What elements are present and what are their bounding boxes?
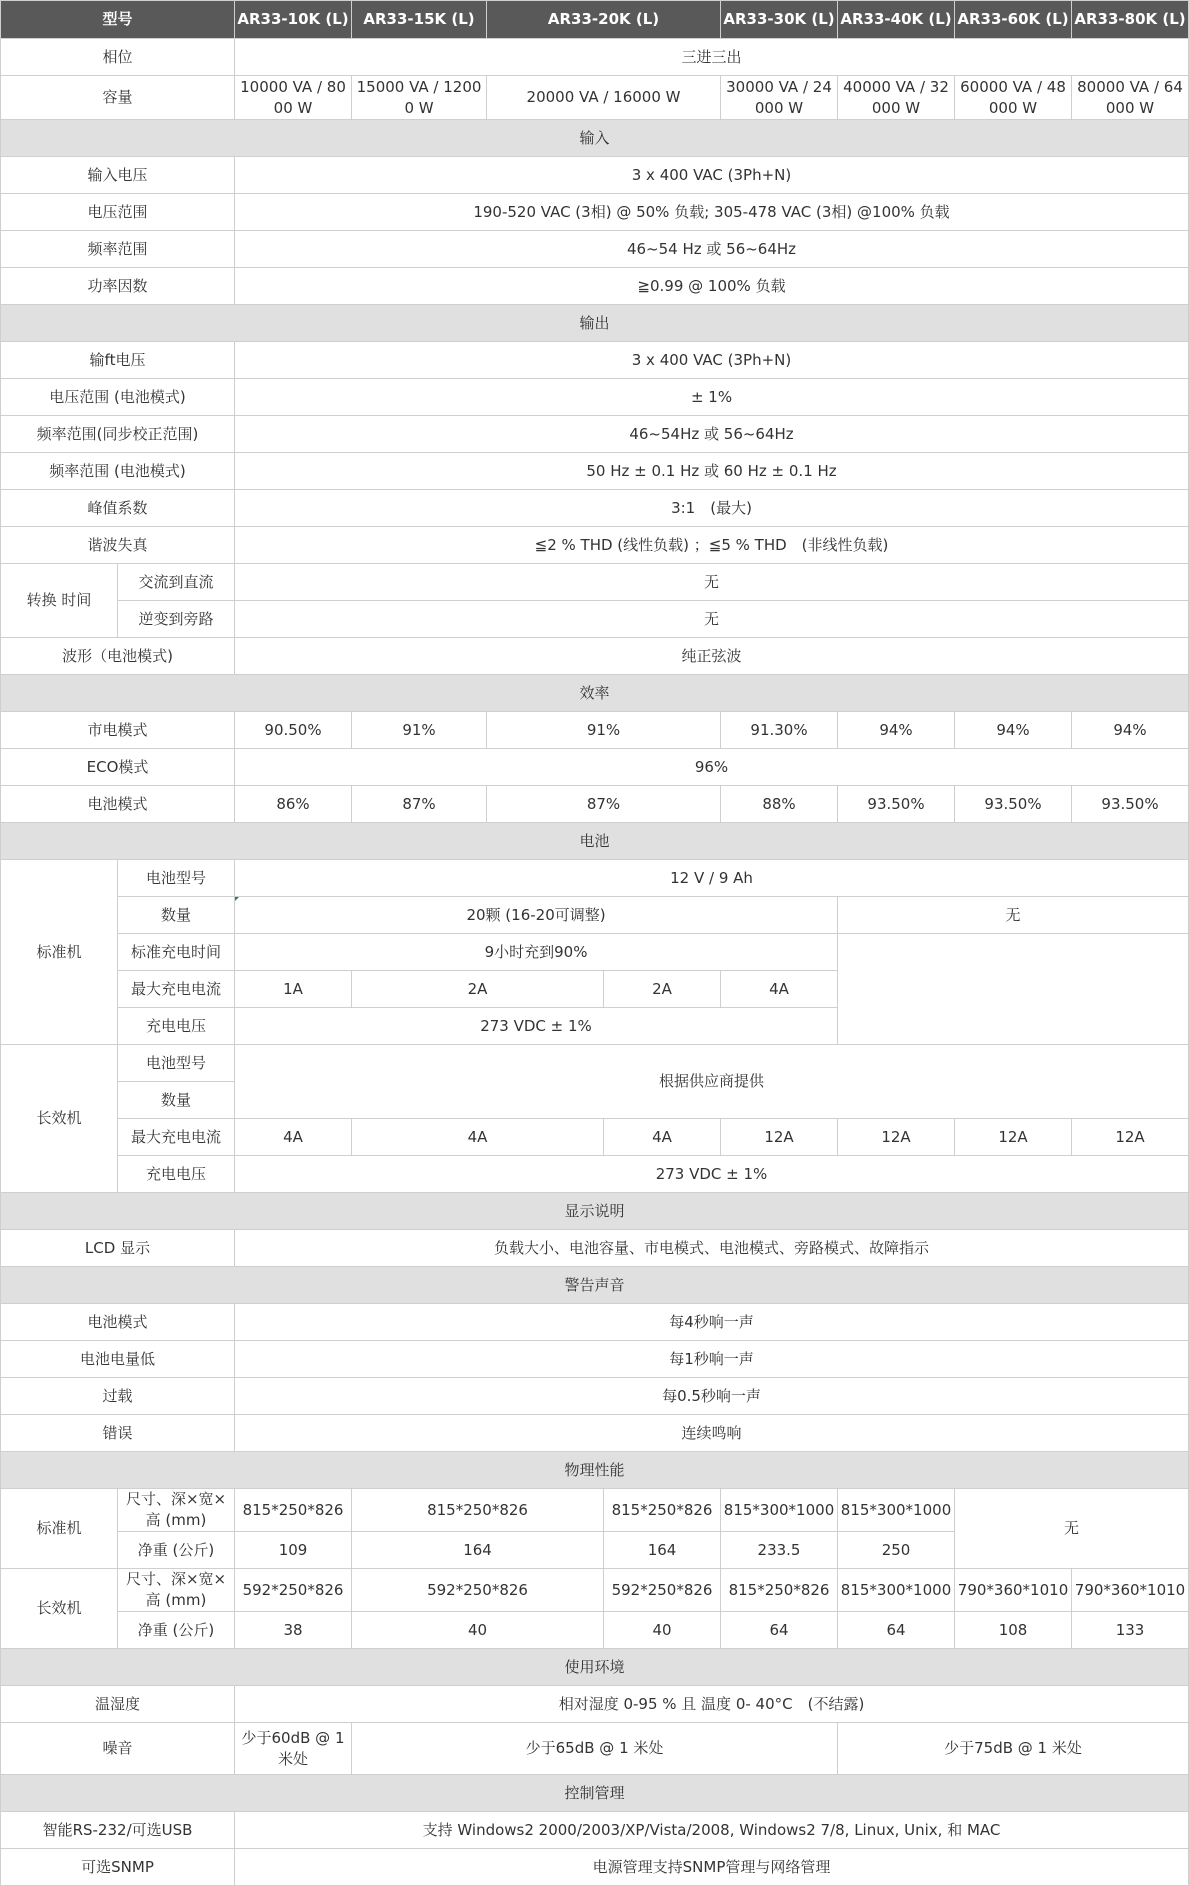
cell-value: 91.30%: [721, 712, 838, 749]
table-row: [1, 1341, 1189, 1378]
row-value: 96%: [235, 749, 1189, 786]
row-value: 无: [838, 897, 1189, 934]
cell-value: 少于65dB @ 1 米处: [352, 1723, 838, 1775]
cell-value: 2A: [604, 971, 721, 1008]
row-value: 负载大小、电池容量、市电模式、电池模式、旁路模式、故障指示: [235, 1230, 1189, 1267]
row-value: 每1秒响一声: [235, 1341, 1189, 1378]
table-row: [1, 1849, 1189, 1886]
group-label: 标准机: [1, 1489, 118, 1569]
cell-value: 40: [352, 1612, 604, 1649]
cell-value: 94%: [838, 712, 955, 749]
row-value: 46~54Hz 或 56~64Hz: [235, 416, 1189, 453]
row-label: 电池电量低: [1, 1341, 235, 1378]
cell-value: 12A: [955, 1119, 1072, 1156]
header-row: [1, 1, 1189, 39]
row-label: 峰值系数: [1, 490, 235, 527]
cell-value: 90.50%: [235, 712, 352, 749]
cell-value: 815*250*826: [235, 1489, 352, 1532]
cell-value: 30000 VA / 24000 W: [721, 76, 838, 120]
row-label: 容量: [1, 76, 235, 120]
section-title-control: 控制管理: [1, 1775, 1189, 1812]
cell-value: 94%: [955, 712, 1072, 749]
cell-value: 无: [955, 1489, 1189, 1569]
section-row: [1, 823, 1189, 860]
row-label: 电池模式: [1, 786, 235, 823]
row-label: 净重 (公斤): [118, 1612, 235, 1649]
section-row: [1, 1193, 1189, 1230]
row-label: 频率范围 (电池模式): [1, 453, 235, 490]
cell-value: 164: [352, 1532, 604, 1569]
row-value: 3 x 400 VAC (3Ph+N): [235, 342, 1189, 379]
row-value: 每0.5秒响一声: [235, 1378, 1189, 1415]
row-value: 273 VDC ± 1%: [235, 1156, 1189, 1193]
row-label: 电压范围: [1, 194, 235, 231]
table-row: [1, 194, 1189, 231]
cell-value: 12A: [1072, 1119, 1189, 1156]
row-label: 净重 (公斤): [118, 1532, 235, 1569]
section-title-display: 显示说明: [1, 1193, 1189, 1230]
row-label: 交流到直流: [118, 564, 235, 601]
cell-value: 94%: [1072, 712, 1189, 749]
cell-value: 815*300*1000: [838, 1489, 955, 1532]
row-label: ECO模式: [1, 749, 235, 786]
row-label: 尺寸、深×宽×高 (mm): [118, 1489, 235, 1532]
row-value: 支持 Windows2 2000/2003/XP/Vista/2008, Windows2 7/8, Linux, Unix, 和 MAC: [235, 1812, 1189, 1849]
section-row: [1, 1452, 1189, 1489]
table-row: [1, 1812, 1189, 1849]
table-row: [1, 897, 1189, 934]
row-label: 过载: [1, 1378, 235, 1415]
table-row: [1, 1723, 1189, 1775]
row-value: 连续鸣响: [235, 1415, 1189, 1452]
row-value: ≧0.99 @ 100% 负载: [235, 268, 1189, 305]
row-label: 输ft电压: [1, 342, 235, 379]
row-value: 273 VDC ± 1%: [235, 1008, 838, 1045]
row-label: 逆变到旁路: [118, 601, 235, 638]
section-title-environment: 使用环境: [1, 1649, 1189, 1686]
table-row: [1, 1378, 1189, 1415]
table-row: [1, 712, 1189, 749]
cell-value: 1A: [235, 971, 352, 1008]
table-row: [1, 1156, 1189, 1193]
table-row: [1, 601, 1189, 638]
row-label: 频率范围(同步校正范围): [1, 416, 235, 453]
cell-value: 790*360*1010: [1072, 1569, 1189, 1612]
cell-value: 93.50%: [838, 786, 955, 823]
header-model-7: AR33-80K (L): [1072, 1, 1189, 39]
table-row: [1, 268, 1189, 305]
row-value: 50 Hz ± 0.1 Hz 或 60 Hz ± 0.1 Hz: [235, 453, 1189, 490]
cell-value: 4A: [604, 1119, 721, 1156]
row-label: 最大充电电流: [118, 1119, 235, 1156]
header-model-3: AR33-20K (L): [487, 1, 721, 39]
table-row: [1, 1569, 1189, 1612]
cell-value: 60000 VA / 48000 W: [955, 76, 1072, 120]
table-row: [1, 416, 1189, 453]
cell-value: 815*250*826: [721, 1569, 838, 1612]
row-label: 充电电压: [118, 1008, 235, 1045]
table-row: [1, 453, 1189, 490]
row-label: 谐波失真: [1, 527, 235, 564]
row-label: 尺寸、深×宽×高 (mm): [118, 1569, 235, 1612]
cell-value: 815*300*1000: [838, 1569, 955, 1612]
cell-value: 15000 VA / 12000 W: [352, 76, 487, 120]
table-row: [1, 564, 1189, 601]
table-row: [1, 1415, 1189, 1452]
cell-value: 87%: [487, 786, 721, 823]
row-label: 频率范围: [1, 231, 235, 268]
cell-value: 4A: [721, 971, 838, 1008]
cell-value: 815*250*826: [352, 1489, 604, 1532]
table-row: [1, 490, 1189, 527]
group-label: 转换 时间: [1, 564, 118, 638]
cell-value: 10000 VA / 8000 W: [235, 76, 352, 120]
cell-value: 93.50%: [955, 786, 1072, 823]
table-row: [1, 39, 1189, 76]
table-row: [1, 860, 1189, 897]
row-value: 190-520 VAC (3相) @ 50% 负载; 305-478 VAC (3相) @100% 负载: [235, 194, 1189, 231]
row-label: 可选SNMP: [1, 1849, 235, 1886]
table-row: [1, 379, 1189, 416]
cell-value: 20000 VA / 16000 W: [487, 76, 721, 120]
cell-value: 164: [604, 1532, 721, 1569]
cell-value: 12A: [838, 1119, 955, 1156]
table-row: [1, 231, 1189, 268]
table-row: [1, 1230, 1189, 1267]
row-value: ≦2 % THD (线性负载) ；≦5 % THD (非线性负载): [235, 527, 1189, 564]
table-row: [1, 786, 1189, 823]
table-row: [1, 638, 1189, 675]
row-label: 功率因数: [1, 268, 235, 305]
row-value: 9小时充到90%: [235, 934, 838, 971]
row-label: 电池模式: [1, 1304, 235, 1341]
row-label: 标准充电时间: [118, 934, 235, 971]
section-row: [1, 1267, 1189, 1304]
cell-value: 250: [838, 1532, 955, 1569]
row-value: ± 1%: [235, 379, 1189, 416]
header-model-4: AR33-30K (L): [721, 1, 838, 39]
header-model-1: AR33-10K (L): [235, 1, 352, 39]
table-row: [1, 1612, 1189, 1649]
row-label: 相位: [1, 39, 235, 76]
header-model-label: 型号: [1, 1, 235, 39]
row-value: 20颗 (16-20可调整): [235, 897, 838, 934]
cell-value: 86%: [235, 786, 352, 823]
row-label: 电压范围 (电池模式): [1, 379, 235, 416]
group-label: 长效机: [1, 1045, 118, 1193]
cell-value: 12A: [721, 1119, 838, 1156]
table-row: [1, 342, 1189, 379]
table-row: [1, 749, 1189, 786]
header-model-6: AR33-60K (L): [955, 1, 1072, 39]
section-title-physical: 物理性能: [1, 1452, 1189, 1489]
section-row: [1, 1649, 1189, 1686]
row-value: 相对湿度 0-95 % 且 温度 0- 40°C (不结露): [235, 1686, 1189, 1723]
cell-value: 少于60dB @ 1 米处: [235, 1723, 352, 1775]
row-label: 市电模式: [1, 712, 235, 749]
table-row: [1, 157, 1189, 194]
table-row: [1, 1119, 1189, 1156]
cell-value: 64: [838, 1612, 955, 1649]
row-label: 智能RS-232/可选USB: [1, 1812, 235, 1849]
cell-value: 40000 VA / 32000 W: [838, 76, 955, 120]
cell-value: 4A: [235, 1119, 352, 1156]
table-row: [1, 1304, 1189, 1341]
table-row: [1, 76, 1189, 120]
row-value: 无: [235, 564, 1189, 601]
cell-value: 38: [235, 1612, 352, 1649]
row-value: 三进三出: [235, 39, 1189, 76]
cell-value: 815*300*1000: [721, 1489, 838, 1532]
cell-value: 233.5: [721, 1532, 838, 1569]
cell-value: 64: [721, 1612, 838, 1649]
row-value: 无: [235, 601, 1189, 638]
cell-value: 4A: [352, 1119, 604, 1156]
section-title-efficiency: 效率: [1, 675, 1189, 712]
row-value: 纯正弦波: [235, 638, 1189, 675]
row-value: 每4秒响一声: [235, 1304, 1189, 1341]
cell-value: 592*250*826: [235, 1569, 352, 1612]
cell-value: 40: [604, 1612, 721, 1649]
cell-value: 592*250*826: [604, 1569, 721, 1612]
group-label: 长效机: [1, 1569, 118, 1649]
cell-value: 91%: [487, 712, 721, 749]
table-row: [1, 934, 1189, 971]
row-label: 波形（电池模式): [1, 638, 235, 675]
row-value: 根据供应商提供: [235, 1045, 1189, 1119]
row-label: 电池型号: [118, 1045, 235, 1082]
empty-cell: [838, 934, 1189, 1045]
cell-value: 109: [235, 1532, 352, 1569]
cell-value: 815*250*826: [604, 1489, 721, 1532]
cell-value: 80000 VA / 64000 W: [1072, 76, 1189, 120]
cell-value: 87%: [352, 786, 487, 823]
section-row: [1, 675, 1189, 712]
section-row: [1, 120, 1189, 157]
row-label: 最大充电电流: [118, 971, 235, 1008]
cell-value: 88%: [721, 786, 838, 823]
table-row: [1, 1686, 1189, 1723]
section-title-output: 输出: [1, 305, 1189, 342]
row-value: 12 V / 9 Ah: [235, 860, 1189, 897]
row-label: 充电电压: [118, 1156, 235, 1193]
cell-value: 592*250*826: [352, 1569, 604, 1612]
row-label: 数量: [118, 1082, 235, 1119]
cell-value: 少于75dB @ 1 米处: [838, 1723, 1189, 1775]
header-model-5: AR33-40K (L): [838, 1, 955, 39]
section-row: [1, 305, 1189, 342]
cell-value: 93.50%: [1072, 786, 1189, 823]
table-row: [1, 1045, 1189, 1082]
cell-value: 91%: [352, 712, 487, 749]
row-label: 数量: [118, 897, 235, 934]
row-label: 输入电压: [1, 157, 235, 194]
row-label: 错误: [1, 1415, 235, 1452]
cell-value: 133: [1072, 1612, 1189, 1649]
cell-value: 108: [955, 1612, 1072, 1649]
group-label: 标准机: [1, 860, 118, 1045]
row-value: 3 x 400 VAC (3Ph+N): [235, 157, 1189, 194]
section-title-battery: 电池: [1, 823, 1189, 860]
row-label: 噪音: [1, 1723, 235, 1775]
section-title-alarm: 警告声音: [1, 1267, 1189, 1304]
row-label: 电池型号: [118, 860, 235, 897]
section-row: [1, 1775, 1189, 1812]
row-value: 电源管理支持SNMP管理与网络管理: [235, 1849, 1189, 1886]
row-value: 46~54 Hz 或 56~64Hz: [235, 231, 1189, 268]
table-row: [1, 1489, 1189, 1532]
header-model-2: AR33-15K (L): [352, 1, 487, 39]
cell-value: 2A: [352, 971, 604, 1008]
row-label: 温湿度: [1, 1686, 235, 1723]
row-value: 3:1 (最大): [235, 490, 1189, 527]
row-label: LCD 显示: [1, 1230, 235, 1267]
cell-value: 790*360*1010: [955, 1569, 1072, 1612]
section-title-input: 输入: [1, 120, 1189, 157]
table-row: [1, 527, 1189, 564]
